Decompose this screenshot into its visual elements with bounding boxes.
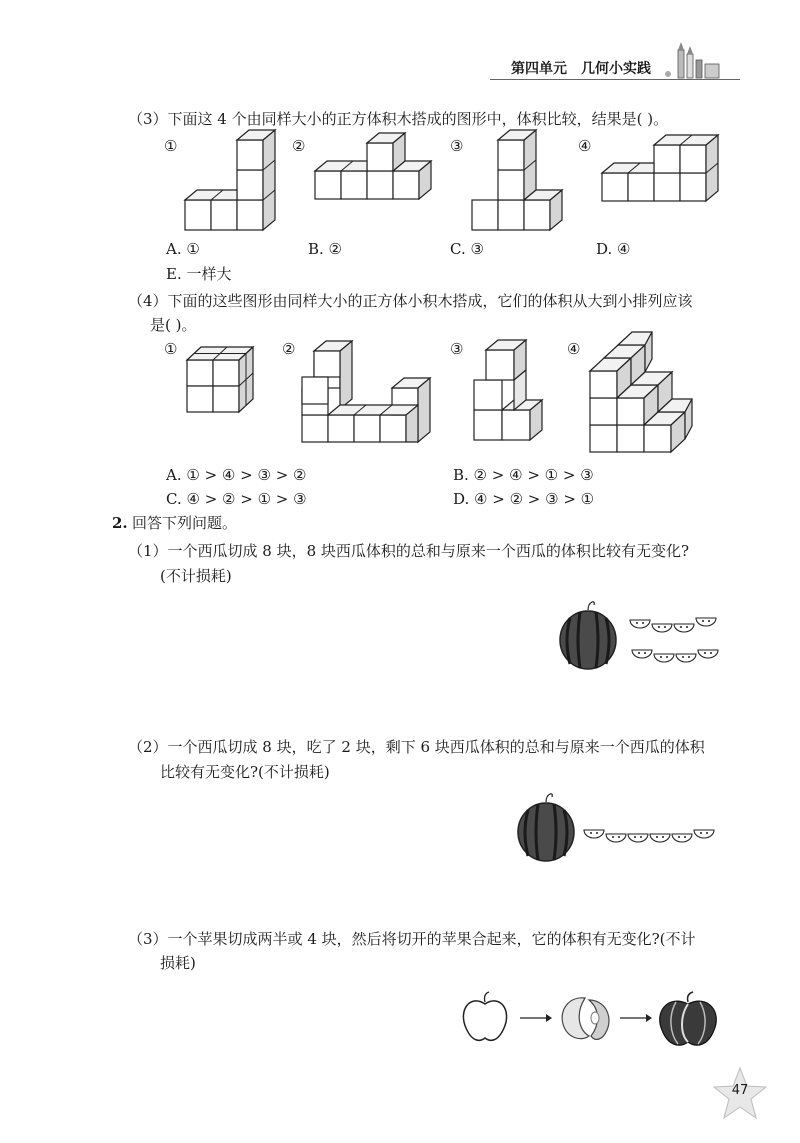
q4-figure-4 — [588, 325, 718, 455]
s2-p3-line1: （3）一个苹果切成两半或 4 块，然后将切开的苹果合起来，它的体积有无变化?(不计 — [128, 930, 696, 948]
s2-p2-line2: 比较有无变化?(不计损耗) — [160, 763, 330, 781]
arrow-right-icon-2 — [620, 1012, 652, 1024]
s2-p1-line1: （1）一个西瓜切成 8 块，8 块西瓜体积的总和与原来一个西瓜的体积比较有无变化? — [128, 542, 689, 560]
q3-figure-1 — [183, 138, 283, 238]
section2-title: 回答下列问题。 — [132, 514, 238, 532]
watermelon-whole-icon — [556, 600, 620, 672]
arrow-right-icon — [520, 1012, 552, 1024]
q3-option-b: B. ② — [308, 240, 343, 258]
q3-label-2: ② — [292, 137, 306, 155]
apple-cut-icon — [555, 990, 615, 1050]
s2-p3-line2: 损耗) — [160, 954, 196, 972]
q4-figure-3 — [472, 335, 562, 445]
s2-p1-line2: (不计损耗) — [160, 567, 232, 585]
header-pencils-decoration — [660, 40, 740, 80]
watermelon-slices-8-icon — [628, 610, 728, 670]
q4-option-b: B. ② > ④ > ① > ③ — [453, 466, 594, 484]
q3-option-c: C. ③ — [450, 240, 484, 258]
q3-label-1: ① — [164, 137, 178, 155]
q3-figure-4 — [600, 138, 730, 213]
q3-label-4: ④ — [578, 137, 592, 155]
apple-whole-icon — [460, 990, 510, 1050]
q4-label-2: ② — [282, 340, 296, 358]
q4-label-3: ③ — [450, 340, 464, 358]
q3-option-e: E. 一样大 — [166, 265, 232, 283]
apple-assembled-icon — [656, 990, 720, 1052]
q4-figure-1 — [185, 345, 275, 425]
watermelon-slices-6-icon — [582, 820, 722, 860]
s2-p2-line1: （2）一个西瓜切成 8 块，吃了 2 块，剩下 6 块西瓜体积的总和与原来一个西瓜的体积 — [128, 738, 705, 756]
q4-option-d: D. ④ > ② > ③ > ① — [453, 490, 595, 508]
header-title: 几何小实践 — [581, 61, 651, 77]
q4-label-1: ① — [164, 340, 178, 358]
q3-figure-3 — [470, 138, 570, 238]
q3-label-3: ③ — [450, 137, 464, 155]
q4-option-a: A. ① > ④ > ③ > ② — [166, 466, 307, 484]
q4-stem-line2: 是( )。 — [150, 316, 197, 334]
q3-option-d: D. ④ — [596, 240, 631, 258]
section2-number: 2. — [112, 514, 128, 532]
page-number: 47 — [731, 1083, 749, 1098]
q4-figure-2 — [300, 335, 440, 445]
header-unit: 第四单元 — [511, 61, 567, 77]
q3-figure-2 — [313, 138, 443, 208]
q4-stem-line1: （4）下面的这些图形由同样大小的正方体小积木搭成，它们的体积从大到小排列应该 — [128, 292, 693, 310]
q4-label-4: ④ — [567, 340, 581, 358]
q4-option-c: C. ④ > ② > ① > ③ — [166, 490, 307, 508]
q3-stem: （3）下面这 4 个由同样大小的正方体积木搭成的图形中，体积比较，结果是( )。 — [128, 110, 669, 128]
q3-option-a: A. ① — [166, 240, 200, 258]
watermelon-whole-2-icon — [514, 792, 578, 864]
